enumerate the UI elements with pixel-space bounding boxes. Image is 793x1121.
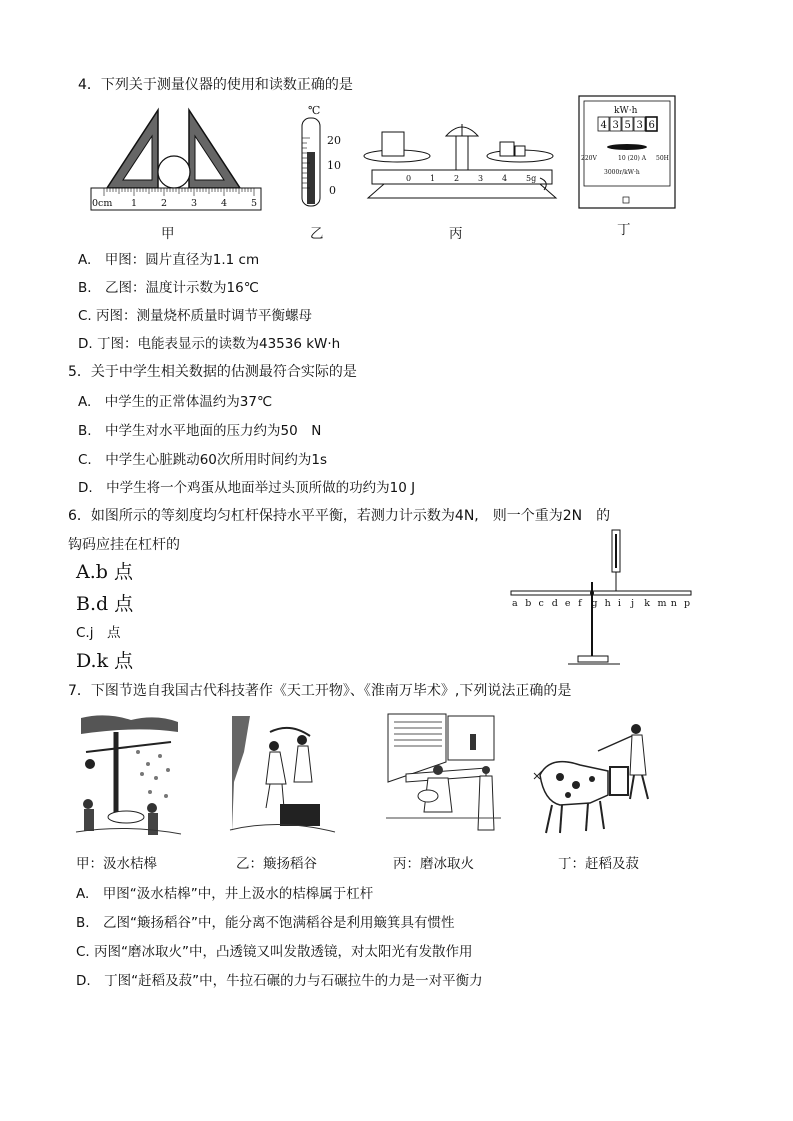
scale-tick-label: 5g <box>526 174 537 183</box>
q6-option-d: D.k 点 <box>76 650 134 672</box>
thermo-unit: ℃ <box>308 104 321 117</box>
q5-option-b: B. 中学生对水平地面的压力约为50 N <box>78 423 322 439</box>
meter-digit: 4 <box>600 120 607 131</box>
q7-option-a: A. 甲图“汲水桔槔”中，井上汲水的桔槔属于杠杆 <box>76 886 374 902</box>
fig-label-bing: 丙 <box>449 226 463 242</box>
lever-letter: j <box>631 598 635 609</box>
meter-digit: 3 <box>612 120 619 131</box>
scale-tick-label: 4 <box>502 174 508 183</box>
lever-letter: n <box>670 598 677 609</box>
fig7-ding-ox-roller <box>530 715 670 839</box>
fig-label-yi: 乙 <box>310 226 324 242</box>
q7-option-b: B. 乙图“簸扬稻谷”中，能分离不饱满稻谷是利用簸箕具有惯性 <box>76 915 455 931</box>
ruler-tick-label: 0cm <box>92 198 113 209</box>
scale-tick-label: 1 <box>430 174 436 183</box>
q4-option-b: B. 乙图：温度计示数为16℃ <box>78 280 259 296</box>
q5-option-d: D. 中学生将一个鸡蛋从地面举过头顶所做的功约为10 J <box>78 480 416 496</box>
meter-freq: 50H <box>656 155 669 162</box>
q7-caption-yi: 乙：簸扬稻谷 <box>236 856 317 872</box>
lever-letter: b <box>525 598 532 609</box>
lever-letter: c <box>538 598 544 609</box>
q6-option-c: C.j 点 <box>76 625 121 641</box>
fig4-bing-balance <box>362 118 562 213</box>
lever-letter: f <box>578 598 582 609</box>
scale-tick-label: 2 <box>454 174 460 183</box>
q6-option-b: B.d 点 <box>76 593 134 615</box>
q5-stem: 5．关于中学生相关数据的估测最符合实际的是 <box>68 364 357 380</box>
lever-letter: k <box>644 598 651 609</box>
fig-label-ding: 丁 <box>617 222 631 238</box>
q4-option-a: A. 甲图：圆片直径为1.1 cm <box>78 252 260 268</box>
lever-letter: a <box>512 598 518 609</box>
meter-voltage: 220V <box>581 155 597 162</box>
meter-digit: 6 <box>648 120 655 131</box>
ruler-tick-label: 2 <box>161 198 168 209</box>
ruler-tick-label: 1 <box>131 198 138 209</box>
lever-letter: p <box>684 598 691 609</box>
q6-stem-line1: 6．如图所示的等刻度均匀杠杆保持水平平衡，若测力计示数为4N, 则一个重为2N 的 <box>68 508 611 524</box>
meter-current: 10 (20) A <box>618 155 647 162</box>
q5-option-c: C. 中学生心脏跳动60次所用时间约为1s <box>78 452 328 468</box>
fig7-bing-ice-fire <box>386 712 501 839</box>
q4-stem: 4．下列关于测量仪器的使用和读数正确的是 <box>78 77 353 93</box>
thermo-tick-20: 20 <box>327 134 341 147</box>
fig7-jia-well-sweep <box>76 712 181 839</box>
lever-letter: e <box>564 598 571 609</box>
ruler-tick-label: 4 <box>221 198 228 209</box>
fig4-yi-thermometer <box>298 102 348 212</box>
q7-stem: 7．下图节选自我国古代科技著作《天工开物》、《淮南万毕术》,下列说法正确的是 <box>68 683 572 699</box>
meter-unit: kW·h <box>614 106 638 116</box>
meter-rating: 3000r/kW·h <box>604 169 640 176</box>
q7-option-c: C. 丙图“磨冰取火”中，凸透镜又叫发散透镜，对太阳光有发散作用 <box>76 944 473 960</box>
q4-option-c: C. 丙图：测量烧杯质量时调节平衡螺母 <box>78 308 313 324</box>
q5-option-a: A. 中学生的正常体温约为37℃ <box>78 394 273 410</box>
thermo-tick-10: 10 <box>327 159 341 172</box>
meter-digit: 5 <box>624 120 631 131</box>
ruler-tick-label: 5 <box>251 198 258 209</box>
lever-letter: g <box>591 598 598 609</box>
scale-tick-label: 0 <box>406 174 412 183</box>
lever-letter: i <box>617 598 621 609</box>
scale-tick-label: 3 <box>478 174 484 183</box>
fig6-lever <box>508 528 698 668</box>
q6-stem-line2: 钩码应挂在杠杆的 <box>68 537 180 553</box>
ruler-tick-label: 3 <box>191 198 198 209</box>
fig7-yi-winnowing <box>230 712 335 839</box>
meter-digit: 3 <box>636 120 643 131</box>
thermo-tick-0: 0 <box>329 184 336 197</box>
lever-letter: d <box>551 598 558 609</box>
fig4-jia-triangles-ruler <box>90 106 265 214</box>
q7-option-d: D. 丁图“赶稻及菽”中，牛拉石碾的力与石碾拉牛的力是一对平衡力 <box>76 973 483 989</box>
lever-letter: h <box>604 598 611 609</box>
q7-caption-jia: 甲：汲水桔槔 <box>76 856 157 872</box>
q7-caption-bing: 丙：磨冰取火 <box>393 856 474 872</box>
lever-letter: m <box>657 598 667 609</box>
q4-option-d: D. 丁图：电能表显示的读数为43536 kW·h <box>78 336 341 352</box>
q6-option-a: A.b 点 <box>76 561 133 583</box>
fig-label-jia: 甲 <box>161 226 175 242</box>
fig4-ding-meter <box>578 95 676 210</box>
q7-caption-ding: 丁：赶稻及菽 <box>558 856 639 872</box>
